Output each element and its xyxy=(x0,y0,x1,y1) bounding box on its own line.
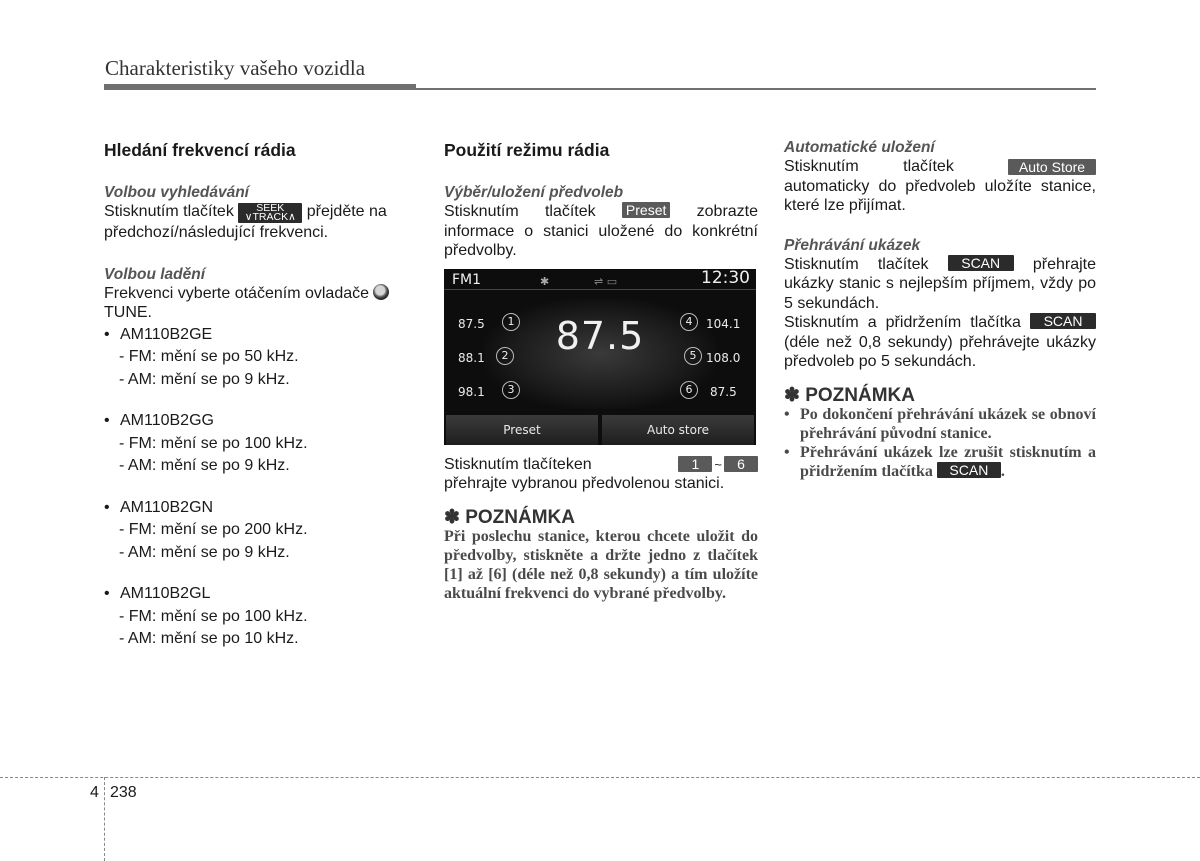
preset-number: 4 xyxy=(680,313,698,331)
page-header-title: Charakteristiky vašeho vozidla xyxy=(105,56,366,80)
seek-track-button xyxy=(238,203,302,223)
track-label: ∨TRACK∧ xyxy=(244,211,296,223)
preset-freq: 87.5 xyxy=(458,316,485,331)
model-am-step: - AM: mění se po 9 kHz. xyxy=(119,370,290,388)
subheading-presets: Výběr/uložení předvoleb xyxy=(444,184,624,201)
model-name: • AM110B2GG xyxy=(104,411,420,431)
seek-text-after: přejděte na předchozí/následující frekvenci. xyxy=(104,203,387,241)
screen-mode: FM1 xyxy=(452,271,482,288)
scan-button: SCAN xyxy=(1030,313,1096,329)
model-am-step: - AM: mění se po 9 kHz. xyxy=(119,543,290,561)
preset-keys-paragraph: Stisknutím tlačíteken 1 ~ 6 přehrajte vybranou předvolenou stanici. xyxy=(444,455,758,494)
tune-knob-icon xyxy=(373,284,389,300)
seek-text: Stisknutím tlačítek xyxy=(104,203,234,220)
model-am-step: - AM: mění se po 10 kHz. xyxy=(119,630,299,647)
seek-paragraph xyxy=(104,202,420,243)
model-list xyxy=(104,325,420,649)
preset-paragraph: Stisknutím tlačítek Preset zobrazte informace o stanici uložené do konkrétní předvolby. xyxy=(444,202,759,259)
model-name: • AM110B2GN xyxy=(104,498,420,518)
screen-preset-button: Preset xyxy=(446,415,598,445)
preset-freq: 88.1 xyxy=(458,350,485,365)
model-fm-step: - FM: mění se po 100 kHz. xyxy=(119,607,308,625)
note-title: ✽ POZNÁMKA xyxy=(444,506,575,528)
list-item: • Po dokončení přehrávání ukázek se obnoví přehrávání původní stanice. xyxy=(784,406,1096,442)
subheading-tune: Volbou ladění xyxy=(104,265,206,283)
usb-icon: ⇌ ▭ xyxy=(594,274,618,288)
header-rule-thin xyxy=(416,88,1096,90)
preset-freq: 108.0 xyxy=(706,350,741,365)
section-heading: Použití režimu rádia xyxy=(444,140,610,160)
preset-number: 6 xyxy=(680,381,698,399)
note-title: ✽ POZNÁMKA xyxy=(784,384,915,406)
preset-key-1: 1 xyxy=(678,456,712,472)
subheading-scan: Přehrávání ukázek xyxy=(784,236,921,254)
preset-freq: 104.1 xyxy=(706,316,741,331)
bluetooth-icon: ✱ xyxy=(540,274,550,288)
key-range-separator: ~ xyxy=(714,456,722,472)
model-am-step: - AM: mění se po 9 kHz. xyxy=(119,457,290,474)
tune-text: Frekvenci vyberte otáčením ovladače xyxy=(104,284,370,302)
auto-store-paragraph: Stisknutím tlačítek Auto Store automaticky do předvoleb uložíte stanice, které lze přijímat. xyxy=(784,158,1096,214)
current-frequency: 87.5 xyxy=(555,313,645,358)
preset-number: 3 xyxy=(502,381,520,399)
preset-number: 5 xyxy=(684,347,702,365)
list-item: • Přehrávání ukázek lze zrušit stisknutím a přidržením tlačítka SCAN . xyxy=(784,444,1096,480)
seek-label: SEEK xyxy=(256,202,285,214)
footer-vertical-divider xyxy=(104,777,105,861)
radio-screen xyxy=(444,269,756,445)
subheading-auto-store: Automatické uložení xyxy=(784,139,935,156)
auto-store-button: Auto Store xyxy=(1008,159,1096,175)
screen-autostore-button: Auto store xyxy=(602,415,754,445)
chapter-number: 4 xyxy=(90,784,99,801)
note-text: Při poslechu stanice, kterou chcete uložit do předvolby, stiskněte a držte jedno z tlačítek [1] až [6] (déle než 0,8 sekundy) a tím uložíte aktuální frekvenci do vybrané předvolby. xyxy=(444,528,758,602)
preset-button: Preset xyxy=(622,202,670,218)
column-auto-store-scan xyxy=(784,138,1096,481)
list-item xyxy=(104,325,420,390)
preset-freq: 87.5 xyxy=(710,384,737,399)
scan-hold-paragraph: Stisknutím a přidržením tlačítka SCAN (déle než 0,8 sekundy) přehrávejte ukázky předvoleb po 5 sekundách. xyxy=(784,313,1096,370)
section-heading: Hledání frekvencí rádia xyxy=(104,140,296,160)
preset-number: 2 xyxy=(496,347,514,365)
list-item xyxy=(104,498,420,563)
model-fm-step: - FM: mění se po 200 kHz. xyxy=(119,521,308,538)
scan-paragraph: Stisknutím tlačítek SCAN přehrajte ukázky stanic s nejlepším příjmem, vždy po 5 sekundách. xyxy=(784,254,1096,312)
list-item xyxy=(104,411,420,476)
note-list xyxy=(784,405,1096,481)
scan-button: SCAN xyxy=(937,462,1001,478)
subheading-seek: Volbou vyhledávání xyxy=(104,184,249,201)
list-item xyxy=(104,584,420,649)
preset-freq: 98.1 xyxy=(458,384,485,399)
preset-key-6: 6 xyxy=(724,456,758,472)
column-radio-frequency-search xyxy=(104,140,420,649)
column-radio-mode xyxy=(444,140,758,603)
page-number: 238 xyxy=(110,784,137,801)
model-name: • AM110B2GL xyxy=(104,584,420,604)
footer-divider xyxy=(0,777,1200,778)
chevron-up-icon: ∧ xyxy=(288,211,296,223)
scan-button: SCAN xyxy=(948,255,1014,271)
tune-paragraph xyxy=(104,284,420,323)
model-fm-step: - FM: mění se po 50 kHz. xyxy=(119,348,299,365)
screen-clock: 12:30 xyxy=(701,268,750,288)
screen-divider xyxy=(444,289,756,290)
tune-text-after: TUNE. xyxy=(104,304,152,321)
preset-number: 1 xyxy=(502,313,520,331)
model-name: • AM110B2GE xyxy=(104,325,420,345)
header-rule xyxy=(104,84,416,90)
model-fm-step: - FM: mění se po 100 kHz. xyxy=(119,434,308,452)
chevron-down-icon: ∨ xyxy=(244,211,253,223)
